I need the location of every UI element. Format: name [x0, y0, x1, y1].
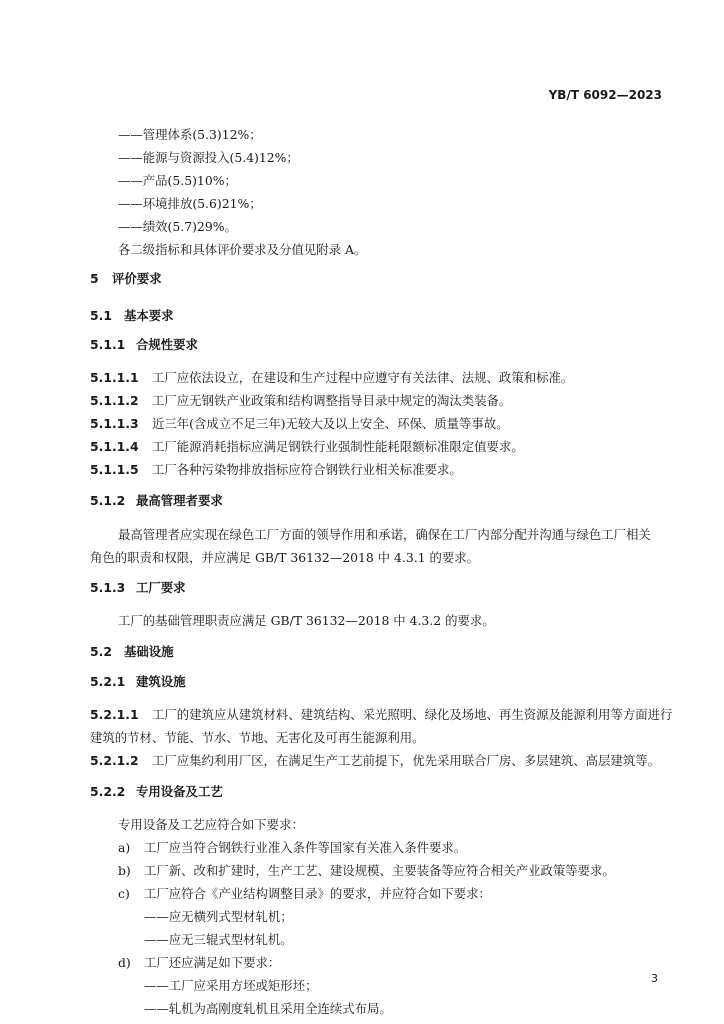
section-number: 5.2.2: [90, 784, 126, 799]
section-title: 基本要求: [124, 308, 174, 323]
sub-list-item: ——应无横列式型材轧机；: [144, 909, 293, 924]
section-title: 基础设施: [124, 644, 174, 659]
clause-number: 5.1.1.3: [90, 416, 139, 431]
clause: [90, 437, 524, 455]
list-label: d): [118, 955, 131, 970]
sub-list-item: ——工厂应采用方坯或矩形坯；: [144, 978, 318, 993]
list-item: [118, 953, 280, 971]
clause-number: 5.2.1.1: [90, 707, 139, 722]
list-text: 工厂应符合《产业结构调整目录》的要求，并应符合如下要求：: [144, 886, 491, 901]
list-text: 工厂应当符合钢铁行业准入条件等国家有关准入条件要求。: [144, 840, 467, 855]
section-heading: [90, 269, 162, 287]
section-number: 5.1.2: [90, 493, 126, 508]
clause-number: 5.2.1.2: [90, 753, 139, 768]
clause-number: 5.1.1.4: [90, 439, 139, 454]
section-title: 建筑设施: [136, 674, 186, 689]
section-heading: [90, 672, 186, 690]
clause-text: 工厂应无钢铁产业政策和结构调整指导目录中规定的淘汰类装备。: [152, 393, 512, 408]
section-heading: [90, 335, 198, 353]
list-text: 工厂还应满足如下要求：: [144, 955, 281, 970]
sub-list-item: ——轧机为高刚度轧机且采用全连续式布局。: [144, 1001, 392, 1016]
list-label: b): [118, 863, 131, 878]
clause-text: 工厂的建筑应从建筑材料、建筑结构、采光照明、绿化及场地、再生资源及能源利用等方面进行: [152, 707, 673, 722]
section-title: 最高管理者要求: [136, 493, 223, 508]
document-code: YB/T 6092—2023: [548, 88, 662, 102]
section-number: 5.1: [90, 308, 112, 323]
weight-item: ——能源与资源投入(5.4)12%；: [118, 150, 299, 165]
clause: [90, 751, 660, 769]
paragraph-line: 工厂的基础管理职责应满足 GB/T 36132—2018 中 4.3.2 的要求。: [118, 613, 495, 628]
weight-item: ——产品(5.5)10%；: [118, 173, 237, 188]
section-heading: [90, 491, 223, 509]
list-label: a): [118, 840, 131, 855]
section-heading: [90, 782, 223, 800]
weight-item: ——绩效(5.7)29%。: [118, 219, 237, 234]
section-number: 5: [90, 271, 99, 286]
clause-text: 工厂应集约利用厂区，在满足生产工艺前提下，优先采用联合厂房、多层建筑、高层建筑等。: [152, 753, 661, 768]
clause-text: 近三年(含成立不足三年)无较大及以上安全、环保、质量等事故。: [152, 416, 509, 431]
weight-item: ——环境排放(5.6)21%；: [118, 196, 262, 211]
clause-number: 5.1.1.1: [90, 370, 139, 385]
paragraph-line: 最高管理者应实现在绿色工厂方面的领导作用和承诺，确保在工厂内部分配并沟通与绿色工厂相关: [118, 527, 651, 542]
list-item: [118, 884, 491, 902]
clause-text: 工厂能源消耗指标应满足钢铁行业强制性能耗限额标准限定值要求。: [152, 439, 524, 454]
paragraph-line: 角色的职责和权限，并应满足 GB/T 36132—2018 中 4.3.1 的要求。: [90, 550, 480, 565]
clause-number: 5.1.1.2: [90, 393, 139, 408]
clause: [90, 460, 462, 478]
clause-continuation: 建筑的节材、节能、节水、节地、无害化及可再生能源利用。: [90, 730, 425, 745]
list-label: c): [118, 886, 130, 901]
section-title: 合规性要求: [136, 337, 198, 352]
section-title: 工厂要求: [136, 580, 186, 595]
section-title: 专用设备及工艺: [136, 784, 223, 799]
list-text: 工厂新、改和扩建时，生产工艺、建设规模、主要装备等应符合相关产业政策等要求。: [144, 863, 615, 878]
clause-text: 工厂应依法设立，在建设和生产过程中应遵守有关法律、法规、政策和标准。: [152, 370, 574, 385]
section-number: 5.1.3: [90, 580, 126, 595]
clause: [90, 705, 672, 723]
section-title: 评价要求: [112, 271, 162, 286]
section-heading: [90, 578, 186, 596]
list-item: [118, 838, 466, 856]
page-number: 3: [651, 972, 658, 985]
clause: [90, 368, 573, 386]
paragraph-line: 专用设备及工艺应符合如下要求：: [118, 817, 304, 832]
section-number: 5.1.1: [90, 337, 126, 352]
sub-list-item: ——应无三辊式型材轧机。: [144, 932, 293, 947]
weight-item: ——管理体系(5.3)12%；: [118, 127, 262, 142]
section-heading: [90, 306, 174, 324]
clause: [90, 414, 509, 432]
clause-text: 工厂各种污染物排放指标应符合钢铁行业相关标准要求。: [152, 462, 462, 477]
list-item: [118, 861, 615, 879]
section-number: 5.2.1: [90, 674, 126, 689]
weights-note: 各二级指标和具体评价要求及分值见附录 A。: [118, 242, 367, 257]
section-heading: [90, 642, 174, 660]
section-number: 5.2: [90, 644, 112, 659]
clause: [90, 391, 511, 409]
clause-number: 5.1.1.5: [90, 462, 139, 477]
